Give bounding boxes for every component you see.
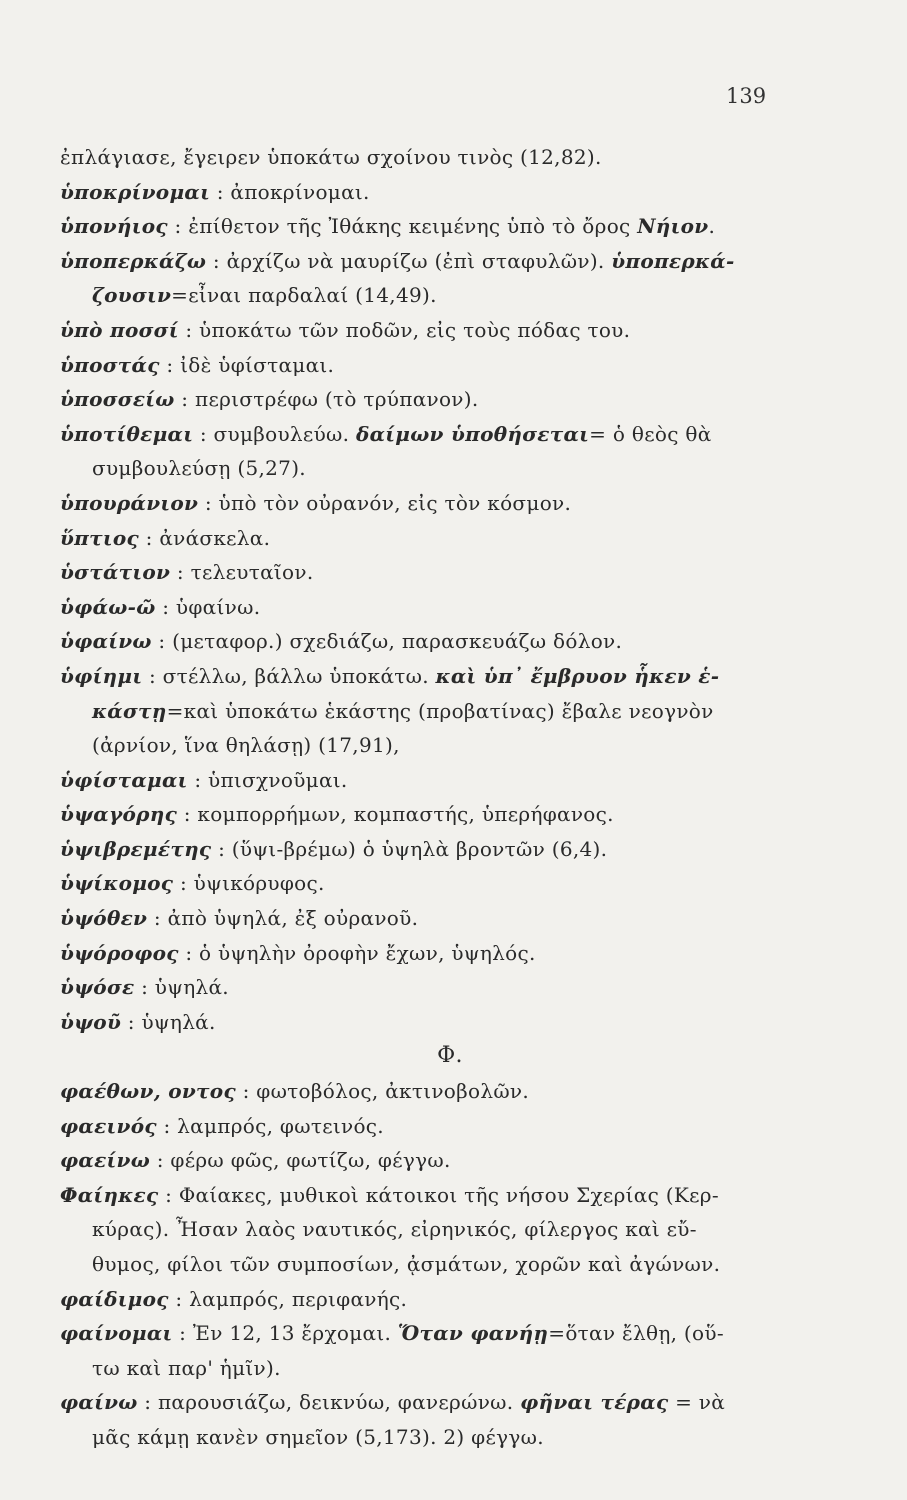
headword: ὕπτιος xyxy=(60,525,139,550)
headword: ὑψαγόρης xyxy=(60,802,178,827)
definition-text: : ἰδὲ ὑφίσταμαι. xyxy=(159,352,335,377)
definition-text: : λαμπρός, περιφανής. xyxy=(168,1286,408,1311)
entry-line xyxy=(60,1212,800,1247)
definition-text: : ἀποκρίνομαι. xyxy=(210,179,370,204)
headword: ὑφάω-ῶ xyxy=(60,594,156,619)
headword: φαέθων, οντος xyxy=(60,1079,236,1104)
headword: φαίνομαι xyxy=(60,1321,173,1346)
definition-text: ἐπλάγιασε, ἔγειρεν ὑποκάτω σχοίνου τινὸς (12,82). xyxy=(60,145,602,169)
entry-line xyxy=(60,970,800,1005)
definition-text: : Φαίακες, μυθικοὶ κάτοικοι τῆς νήσου Σχερίας (Κερ- xyxy=(158,1182,719,1207)
headword: ὑπὸ ποσσί xyxy=(60,317,179,342)
page-number: 139 xyxy=(726,84,767,108)
definition-text: θυμος, φίλοι τῶν συμποσίων, ᾀσμάτων, χορῶν καὶ ἀγώνων. xyxy=(92,1252,721,1276)
headword: ὑπονήιος xyxy=(60,214,168,239)
headword: ὑψοῦ xyxy=(60,1009,122,1034)
headword: Φαίηκες xyxy=(60,1182,159,1207)
definition-text: : ὑψικόρυφος. xyxy=(173,871,325,896)
headword: ζουσιν xyxy=(92,283,172,308)
definition-text: : τελευταῖον. xyxy=(170,560,314,585)
headword: φῆναι τέρας xyxy=(520,1390,669,1415)
headword: ὑποσσείω xyxy=(60,387,175,412)
definition-text: : κομπορρήμων, κομπαστής, ὑπερήφανος. xyxy=(177,802,614,827)
definition-text: : (μεταφορ.) σχεδιάζω, παρασκευάζω δόλον. xyxy=(151,629,623,654)
definition-text: = νὰ xyxy=(668,1390,726,1415)
entry-line xyxy=(60,624,800,659)
entry-line xyxy=(60,1420,800,1455)
headword: φαίνω xyxy=(60,1390,138,1415)
headword: ὑφίσταμαι xyxy=(60,767,188,792)
entry-line xyxy=(60,866,800,901)
definition-text: . xyxy=(708,214,716,239)
section-heading xyxy=(60,1039,800,1074)
definition-text: τω καὶ παρ' ἡμῖν). xyxy=(92,1355,281,1380)
entry-line xyxy=(60,901,800,936)
headword: ὑφαίνω xyxy=(60,629,152,654)
headword: ὑποστάς xyxy=(60,352,160,377)
entry-line xyxy=(60,1351,800,1386)
entry-line xyxy=(60,278,800,313)
headword: φαείνω xyxy=(60,1148,151,1173)
headword: ὑψίκομος xyxy=(60,871,174,896)
definition-text: : φωτοβόλος, ἀκτινοβολῶν. xyxy=(235,1079,530,1104)
entry-line xyxy=(60,590,800,625)
definition-text: : ἀπὸ ὑψηλά, ἐξ οὐρανοῦ. xyxy=(147,906,419,931)
headword: φαεινός xyxy=(60,1113,157,1138)
definition-text: : λαμπρός, φωτεινός. xyxy=(156,1113,384,1138)
entry-line xyxy=(60,1247,800,1282)
entry-line xyxy=(60,728,800,763)
entry-line xyxy=(60,936,800,971)
definition-text: : ὑψηλά. xyxy=(121,1009,216,1034)
entry-line xyxy=(60,1005,800,1040)
definition-text: : ὑπισχνοῦμαι. xyxy=(187,767,348,792)
entry-line xyxy=(60,417,800,452)
definition-text: : ἀρχίζω νὰ μαυρίζω (ἐπὶ σταφυλῶν). xyxy=(206,248,612,273)
entry-line xyxy=(60,659,800,694)
entry-line xyxy=(60,451,800,486)
definition-text: =εἶναι παρδαλαί (14,49). xyxy=(171,283,437,308)
entry-line xyxy=(60,244,800,279)
headword: ὑποπερκάζω xyxy=(60,248,207,273)
entry-line xyxy=(60,555,800,590)
definition-text: : ὑψηλά. xyxy=(134,975,229,1000)
entry-line xyxy=(60,1385,800,1420)
headword: κάστῃ xyxy=(92,698,167,723)
definition-text: συμβουλεύσῃ (5,27). xyxy=(92,456,306,481)
entry-line xyxy=(60,175,800,210)
headword: ὑποπερκά- xyxy=(611,248,735,273)
definition-text: =καὶ ὑποκάτω ἑκάστης (προβατίνας) ἔβαλε νεογνὸν xyxy=(166,698,714,723)
definition-text: (ἀρνίον, ἵνα θηλάσῃ) (17,91), xyxy=(92,733,400,758)
entry-line xyxy=(60,486,800,521)
entry-line xyxy=(60,1109,800,1144)
definition-text: =ὅταν ἔλθῃ, (οὕ- xyxy=(548,1321,724,1346)
definition-text: : στέλλω, βάλλω ὑποκάτω. xyxy=(142,663,436,688)
headword: ὑψόροφος xyxy=(60,940,179,965)
definition-text: = ὁ θεὸς θὰ xyxy=(589,421,712,446)
headword: Ὅταν φανήῃ xyxy=(397,1321,549,1346)
definition-text: μᾶς κάμῃ κανὲν σημεῖον (5,173). 2) φέγγω. xyxy=(92,1424,544,1449)
definition-text: : συμβουλεύω. xyxy=(193,421,356,446)
entry-line xyxy=(60,348,800,383)
entry-line xyxy=(60,1178,800,1213)
headword: δαίμων ὑποθήσεται xyxy=(355,421,590,446)
definition-text: : (ὕψι-βρέμω) ὁ ὑψηλὰ βροντῶν (6,4). xyxy=(211,836,608,861)
entry-line xyxy=(60,1143,800,1178)
entry-line xyxy=(60,209,800,244)
headword: ὑψόθεν xyxy=(60,906,148,931)
definition-text: : ἐπίθετον τῆς Ἰθάκης κειμένης ὑπὸ τὸ ὄρος xyxy=(167,214,638,239)
entry-line xyxy=(60,382,800,417)
entry-line xyxy=(60,521,800,556)
headword: ὑψιβρεμέτης xyxy=(60,836,212,861)
definition-text: : ἀνάσκελα. xyxy=(138,525,271,550)
definition-text: : ὑποκάτω τῶν ποδῶν, εἰς τοὺς πόδας του. xyxy=(178,317,631,342)
definition-text: : Ἐν 12, 13 ἔρχομαι. xyxy=(172,1321,398,1346)
headword: ὑστάτιον xyxy=(60,560,171,585)
definition-text: : ὁ ὑψηλὴν ὀροφὴν ἔχων, ὑψηλός. xyxy=(178,940,536,965)
entry-line xyxy=(60,140,800,175)
entry-line xyxy=(60,763,800,798)
entry-line xyxy=(60,694,800,729)
headword: καὶ ὑπ᾿ ἔμβρυον ἧκεν ἑ- xyxy=(435,663,720,688)
entry-line xyxy=(60,797,800,832)
definition-text: κύρας). Ἦσαν λαὸς ναυτικός, εἰρηνικός, φίλεργος καὶ εὔ- xyxy=(92,1217,697,1242)
headword: ὑψόσε xyxy=(60,975,135,1000)
entry-line xyxy=(60,832,800,867)
headword: ὑφίημι xyxy=(60,663,143,688)
entry-line xyxy=(60,1074,800,1109)
entry-line xyxy=(60,313,800,348)
entry-line xyxy=(60,1282,800,1317)
headword: ὑπουράνιον xyxy=(60,490,199,515)
definition-text: : φέρω φῶς, φωτίζω, φέγγω. xyxy=(150,1148,451,1173)
definition-text: Φ. xyxy=(437,1043,463,1069)
headword: φαίδιμος xyxy=(60,1286,169,1311)
entry-line xyxy=(60,1316,800,1351)
headword: ὑποκρίνομαι xyxy=(60,179,211,204)
definition-text: : ὑφαίνω. xyxy=(155,594,261,619)
definition-text: : ὑπὸ τὸν οὐρανόν, εἰς τὸν κόσμον. xyxy=(198,490,572,515)
definition-text: : περιστρέφω (τὸ τρύπανον). xyxy=(174,387,479,412)
definition-text: : παρουσιάζω, δεικνύω, φανερώνω. xyxy=(137,1390,521,1415)
headword: Νήιον xyxy=(637,214,709,239)
headword: ὑποτίθεμαι xyxy=(60,421,194,446)
dictionary-entries xyxy=(60,140,800,1455)
